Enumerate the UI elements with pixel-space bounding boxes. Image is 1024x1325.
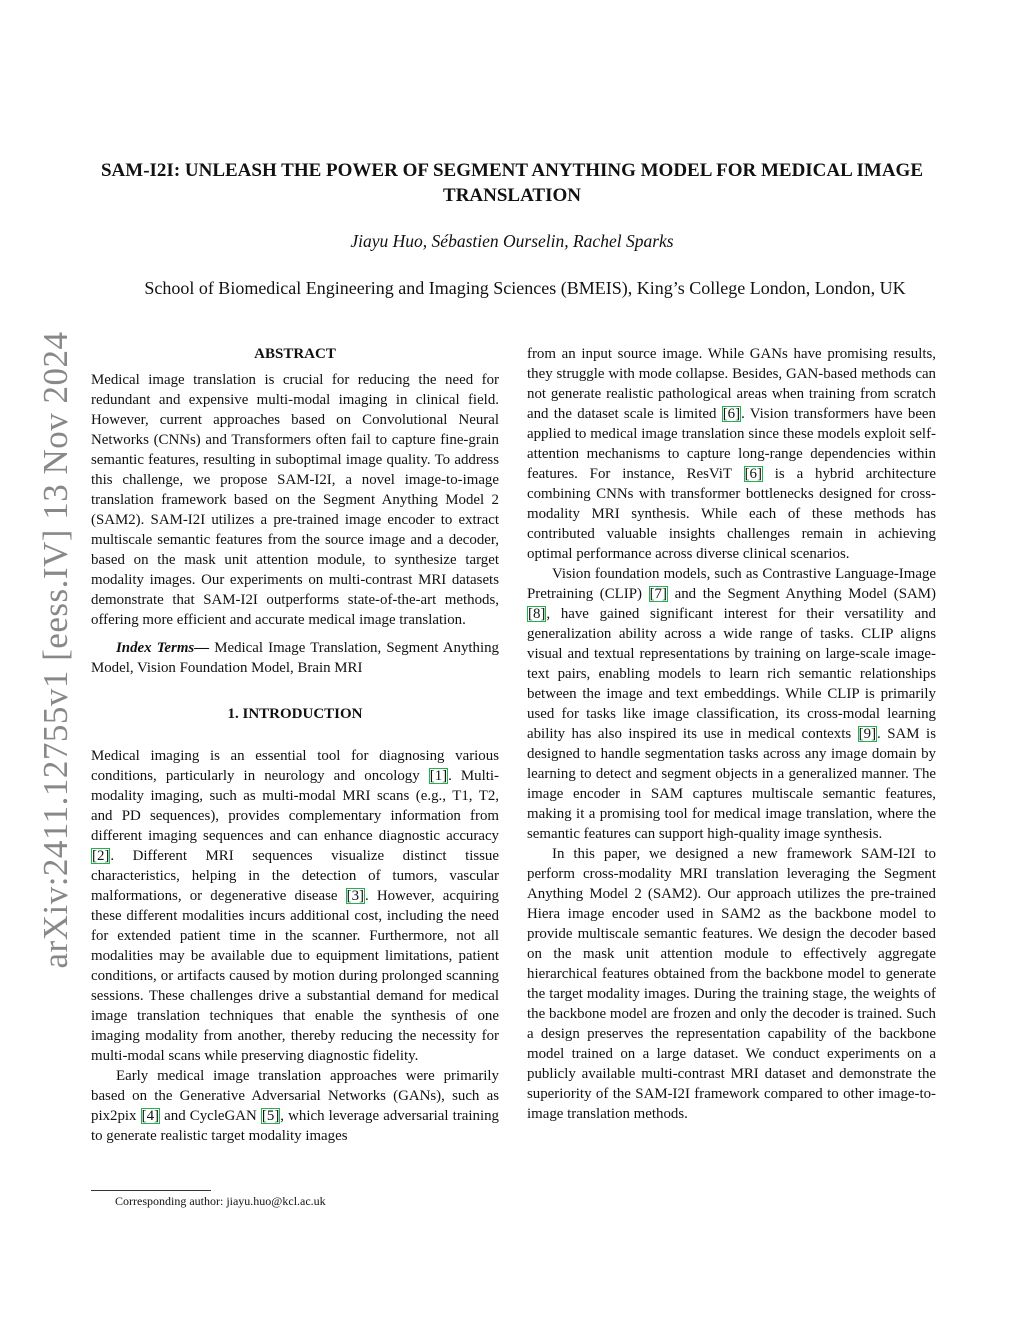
citation-link[interactable]: [7] <box>649 586 667 602</box>
paper-authors: Jiayu Huo, Sébastien Ourselin, Rachel Sparks <box>350 231 674 251</box>
index-terms-label: Index Terms— <box>116 640 210 656</box>
text-run: , have gained significant interest for their versatility and generalization ability across a wide range of tasks. CLIP aligns visual and textual representations by training on large-scale image-text pairs, enabling models to learn rich semantic relationships between the image and text embeddings. While CLIP is primarily used for tasks like image classification, its cross-modal learning ability has also inspired its use in medical contexts <box>527 606 936 742</box>
left-column <box>91 344 499 1146</box>
intro-paragraph-4: In this paper, we designed a new framework SAM-I2I to perform cross-modality MRI translation leveraging the Segment Anything Model 2 (SAM2). Our approach utilizes the pre-trained Hiera image encoder used in SAM2 as the backbone model to provide multiscale semantic features. We design the decoder based on the mask unit attention module to effectively aggregate hierarchical features obtained from the backbone model to generate the target modality images. During the training stage, the weights of the backbone model are frozen and only the decoder is trained. Such a design preserves the representation capability of the backbone model trained on a large dataset. We conduct experiments on a publicly available multi-contrast MRI dataset and demonstrate the superiority of the SAM-I2I framework compared to other image-to-image translation methods. <box>527 846 936 1122</box>
footnote-rule <box>91 1190 211 1191</box>
text-run: . SAM is designed to handle segmentation tasks across any image domain by learning to detect and segment objects in a generalized manner. The image encoder in SAM captures multiscale semantic features, making it a promising tool for medical image translation, where the semantic features can support high-quality image synthesis. <box>527 726 936 842</box>
right-column <box>527 344 936 1124</box>
text-run: . However, acquiring these different modalities incurs additional cost, including the need for extended patient time in the scanner. Furthermore, not all modalities may be available due to equipment limitations, patient conditions, or artifacts caused by motion during prolonged scanning sessions. These challenges drive a substantial demand for medical image translation techniques that enable the synthesis of one imaging modality from another, thereby reducing the necessity for multi-modal scans while preserving diagnostic fidelity. <box>91 888 499 1064</box>
citation-link[interactable]: [6] <box>744 466 762 482</box>
text-run: . Vision transformers have been applied to medical image translation since these models exploit self-attention mechanisms to capture long-range dependencies within features. For instance, ResViT <box>527 406 936 482</box>
citation-link[interactable]: [2] <box>92 848 110 864</box>
citation-link[interactable]: [4] <box>141 1108 160 1124</box>
citation-link[interactable]: [1] <box>429 768 448 784</box>
text-run: Vision foundation models, such as Contrastive Language-Image Pretraining (CLIP) <box>527 566 936 602</box>
intro-paragraph-3 <box>527 564 936 844</box>
citation-link[interactable]: [6] <box>722 406 741 422</box>
text-run: . Different MRI sequences visualize distinct tissue characteristics, helping in the detection of tumors, vascular malformations, or degenerative disease <box>91 848 499 904</box>
arxiv-identifier: arXiv:2411.12755v1 [eess.IV] 13 Nov 2024 <box>36 331 75 969</box>
introduction-heading: 1. INTRODUCTION <box>227 706 363 722</box>
text-run: Medical imaging is an essential tool for diagnosing various conditions, particularly in neurology and oncology <box>91 748 499 784</box>
text-run: is a hybrid architecture combining CNNs with transformer bottlenecks designed for cross-modality MRI synthesis. While each of these methods has contributed valuable insights challenges remain in achieving optimal performance across diverse clinical scenarios. <box>527 466 937 562</box>
text-run: and the Segment Anything Model (SAM) <box>667 586 936 602</box>
citation-link[interactable]: [3] <box>346 888 365 904</box>
index-terms <box>91 638 499 678</box>
text-run: Early medical image translation approaches were primarily based on the Generative Adversarial Networks (GANs), such as pix2pix <box>91 1068 499 1124</box>
index-terms-text: Medical Image Translation, Segment Anything Model, Vision Foundation Model, Brain MRI <box>91 640 499 676</box>
intro-paragraph-2 <box>91 1066 499 1146</box>
text-run: , which leverage adversarial training to generate realistic target modality images <box>91 1108 499 1144</box>
citation-link[interactable]: [9] <box>858 726 877 742</box>
paper-affiliation: School of Biomedical Engineering and Imaging Sciences (BMEIS), King’s College London, London, UK <box>144 278 906 298</box>
abstract-text: Medical image translation is crucial for reducing the need for redundant and expensive multi-modal imaging in clinical field. However, current approaches based on Convolutional Neural Networks (CNNs) and Transformers often fail to capture fine-grain semantic features, resulting in suboptimal image quality. To address this challenge, we propose SAM-I2I, a novel image-to-image translation framework based on the Segment Anything Model 2 (SAM2). SAM-I2I utilizes a pre-trained image encoder to extract multiscale semantic features from the source image and a decoder, based on the mask unit attention module, to synthesize target modality images. Our experiments on multi-contrast MRI datasets demonstrate that SAM-I2I outperforms state-of-the-art methods, offering more efficient and accurate medical image translation. <box>91 372 499 628</box>
citation-link[interactable]: [5] <box>261 1108 280 1124</box>
paper-title: SAM-I2I: UNLEASH THE POWER OF SEGMENT ANYTHING MODEL FOR MEDICAL IMAGE TRANSLATION <box>100 160 924 206</box>
text-run: and CycleGAN <box>160 1108 261 1124</box>
text-run: from an input source image. While GANs have promising results, they struggle with mode collapse. Besides, GAN-based methods can not generate realistic pathological areas when training from scratch and the dataset scale is limited <box>527 346 936 422</box>
abstract-heading: ABSTRACT <box>254 346 336 362</box>
footnote: Corresponding author: jiayu.huo@kcl.ac.uk <box>115 1194 326 1208</box>
intro-paragraph-2-continued <box>527 344 936 564</box>
citation-link[interactable]: [8] <box>528 606 546 622</box>
text-run: . Multi-modality imaging, such as multi-modal MRI scans (e.g., T1, T2, and PD sequences), provides complementary information from different imaging sequences and can enhance diagnostic accuracy <box>91 768 499 844</box>
intro-paragraph-1 <box>91 746 499 1066</box>
